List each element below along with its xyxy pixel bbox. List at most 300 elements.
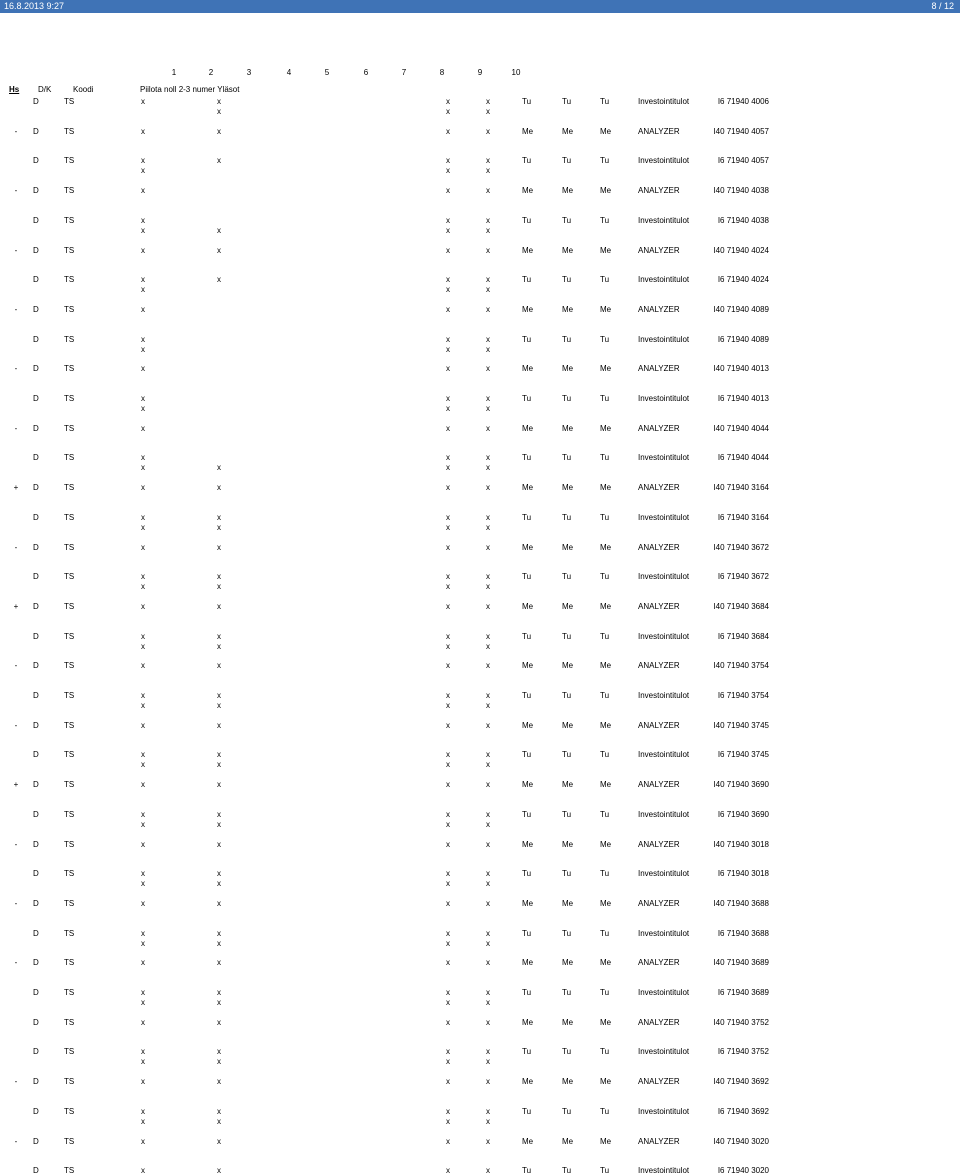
row-mark: x [141, 701, 145, 710]
row-dk: D [33, 898, 39, 908]
row-dk: D [33, 1106, 39, 1116]
row-type: Tu [600, 809, 610, 819]
row-dk: D [33, 1017, 39, 1027]
row-type: Tu [600, 1106, 610, 1116]
row-sign: + [13, 780, 19, 790]
row-mark: x [446, 780, 450, 790]
row-type: Tu [522, 631, 532, 641]
row-type: Tu [600, 691, 610, 700]
row-mark: x [141, 809, 145, 819]
row-type: Tu [522, 453, 532, 463]
row-type: Tu [522, 215, 532, 225]
row-mark: x [141, 1106, 145, 1116]
row-sign: + [13, 483, 19, 493]
row-description: ANALYZER [638, 1136, 680, 1146]
row-mark: x [446, 760, 450, 770]
row-dk: D [33, 275, 39, 285]
row-description: Investointitulot [638, 750, 690, 760]
row-account: I6 71940 4057 [717, 156, 769, 166]
row-type: Tu [562, 334, 572, 344]
row-mark: x [486, 839, 490, 849]
row-type: Tu [600, 334, 610, 344]
row-mark: x [217, 869, 221, 879]
row-mark: x [141, 839, 145, 849]
row-description: ANALYZER [638, 661, 680, 671]
row-account: I40 71940 3752 [713, 1017, 769, 1027]
row-mark: x [446, 938, 450, 948]
row-mark: x [486, 166, 490, 176]
print-timestamp: 16.8.2013 9:27 [4, 1, 65, 11]
row-type: Me [600, 1136, 612, 1146]
row-type: Tu [562, 453, 572, 463]
row-type: Tu [522, 691, 532, 700]
row-mark: x [141, 819, 145, 829]
row-type: Tu [522, 156, 532, 166]
row-mark: x [486, 938, 490, 948]
row-mark: x [141, 404, 145, 413]
row-dk: D [33, 542, 39, 552]
row-mark: x [446, 225, 450, 235]
row-description: ANALYZER [638, 304, 680, 314]
row-description: ANALYZER [638, 364, 680, 374]
row-mark: x [217, 225, 221, 235]
row-mark: x [486, 641, 490, 651]
row-type: Me [522, 839, 534, 849]
row-type: Me [562, 1017, 574, 1027]
row-dk: D [33, 958, 39, 968]
row-code: TS [64, 1017, 75, 1027]
row-code: TS [64, 928, 75, 938]
row-mark: x [141, 542, 145, 552]
row-dk: D [33, 156, 39, 166]
column-number: 5 [324, 68, 330, 77]
row-type: Me [522, 661, 534, 671]
row-type: Tu [522, 869, 532, 879]
row-mark: x [446, 215, 450, 225]
row-description: Investointitulot [638, 1166, 690, 1176]
row-mark: x [446, 898, 450, 908]
row-code: TS [64, 97, 75, 106]
row-mark: x [141, 988, 145, 997]
row-dk: D [33, 661, 39, 671]
row-type: Tu [562, 869, 572, 879]
row-mark: x [141, 898, 145, 908]
row-sign: - [14, 958, 18, 968]
row-mark: x [217, 483, 221, 493]
row-mark: x [217, 661, 221, 671]
row-mark: x [446, 998, 450, 1007]
row-code: TS [64, 958, 75, 968]
row-mark: x [141, 453, 145, 463]
row-dk: D [33, 453, 39, 463]
column-number: 6 [363, 68, 369, 77]
row-sign: - [14, 898, 18, 908]
row-description: ANALYZER [638, 1077, 680, 1087]
row-type: Tu [600, 512, 610, 522]
row-mark: x [141, 225, 145, 235]
row-sign: - [14, 304, 18, 314]
row-type: Tu [562, 809, 572, 819]
row-type: Tu [600, 1166, 610, 1176]
row-mark: x [446, 879, 450, 889]
row-mark: x [141, 691, 145, 700]
row-mark: x [141, 522, 145, 532]
row-account: I6 71940 3018 [717, 869, 769, 879]
row-mark: x [486, 898, 490, 908]
row-mark: x [217, 245, 221, 255]
row-mark: x [446, 661, 450, 671]
row-mark: x [446, 582, 450, 592]
row-mark: x [486, 453, 490, 463]
row-mark: x [141, 285, 145, 295]
row-mark: x [217, 1017, 221, 1027]
row-mark: x [446, 1116, 450, 1126]
row-mark: x [486, 97, 490, 106]
row-type: Me [562, 1136, 574, 1146]
row-type: Me [600, 898, 612, 908]
row-mark: x [486, 1116, 490, 1126]
row-code: TS [64, 809, 75, 819]
row-type: Me [600, 601, 612, 611]
row-mark: x [446, 641, 450, 651]
row-mark: x [141, 582, 145, 592]
row-type: Me [562, 126, 574, 136]
row-mark: x [486, 879, 490, 889]
row-mark: x [217, 839, 221, 849]
row-description: ANALYZER [638, 720, 680, 730]
row-type: Me [522, 1077, 534, 1087]
row-dk: D [33, 780, 39, 790]
row-description: ANALYZER [638, 898, 680, 908]
row-code: TS [64, 601, 75, 611]
row-mark: x [446, 1057, 450, 1067]
row-mark: x [141, 760, 145, 770]
row-mark: x [217, 819, 221, 829]
row-mark: x [446, 1017, 450, 1027]
row-account: I40 71940 3690 [713, 780, 769, 790]
row-mark: x [141, 780, 145, 790]
row-dk: D [33, 1166, 39, 1176]
row-type: Tu [562, 215, 572, 225]
row-mark: x [141, 879, 145, 889]
row-dk: D [33, 601, 39, 611]
row-mark: x [217, 691, 221, 700]
row-code: TS [64, 215, 75, 225]
row-type: Tu [600, 156, 610, 166]
row-account: I6 71940 3672 [717, 572, 769, 582]
row-mark: x [446, 839, 450, 849]
row-mark: x [446, 572, 450, 582]
row-type: Tu [522, 809, 532, 819]
row-mark: x [446, 631, 450, 641]
row-mark: x [446, 423, 450, 433]
row-mark: x [486, 928, 490, 938]
row-mark: x [486, 245, 490, 255]
row-description: Investointitulot [638, 97, 690, 106]
row-mark: x [217, 522, 221, 532]
row-type: Tu [600, 988, 610, 997]
row-type: Me [522, 958, 534, 968]
row-type: Me [522, 542, 534, 552]
row-dk: D [33, 988, 39, 997]
row-description: Investointitulot [638, 1106, 690, 1116]
row-account: I6 71940 3020 [717, 1166, 769, 1176]
row-account: I6 71940 4089 [717, 334, 769, 344]
row-dk: D [33, 245, 39, 255]
row-mark: x [486, 275, 490, 285]
row-type: Me [600, 364, 612, 374]
row-mark: x [486, 819, 490, 829]
row-mark: x [446, 869, 450, 879]
row-type: Tu [600, 97, 610, 106]
row-type: Me [600, 245, 612, 255]
row-code: TS [64, 156, 75, 166]
row-type: Tu [562, 156, 572, 166]
row-code: TS [64, 394, 75, 403]
row-description: Investointitulot [638, 809, 690, 819]
row-code: TS [64, 898, 75, 908]
row-dk: D [33, 126, 39, 136]
row-mark: x [217, 720, 221, 730]
row-description: ANALYZER [638, 542, 680, 552]
row-mark: x [141, 1166, 145, 1176]
column-number: 8 [439, 68, 445, 77]
row-description: ANALYZER [638, 423, 680, 433]
row-mark: x [446, 156, 450, 166]
row-dk: D [33, 512, 39, 522]
row-mark: x [217, 1136, 221, 1146]
row-description: Investointitulot [638, 334, 690, 344]
row-type: Me [600, 186, 612, 196]
row-mark: x [141, 720, 145, 730]
row-mark: x [486, 691, 490, 700]
row-type: Tu [522, 1047, 532, 1057]
row-description: ANALYZER [638, 245, 680, 255]
row-mark: x [141, 1017, 145, 1027]
row-code: TS [64, 572, 75, 582]
row-type: Tu [600, 453, 610, 463]
row-mark: x [486, 364, 490, 374]
row-sign: - [14, 423, 18, 433]
row-mark: x [486, 1017, 490, 1027]
row-mark: x [141, 869, 145, 879]
row-mark: x [486, 1106, 490, 1116]
row-mark: x [217, 988, 221, 997]
row-dk: D [33, 215, 39, 225]
row-mark: x [141, 998, 145, 1007]
row-type: Tu [522, 750, 532, 760]
row-mark: x [486, 958, 490, 968]
row-mark: x [446, 988, 450, 997]
row-type: Tu [522, 97, 532, 106]
row-sign: - [14, 364, 18, 374]
row-account: I6 71940 4038 [717, 215, 769, 225]
row-mark: x [217, 809, 221, 819]
row-mark: x [141, 512, 145, 522]
row-mark: x [217, 1077, 221, 1087]
row-type: Me [562, 780, 574, 790]
row-mark: x [446, 453, 450, 463]
row-mark: x [141, 364, 145, 374]
row-code: TS [64, 720, 75, 730]
column-number: 1 [171, 68, 177, 77]
row-mark: x [446, 285, 450, 295]
row-mark: x [446, 186, 450, 196]
row-sign: - [14, 126, 18, 136]
row-mark: x [446, 275, 450, 285]
row-account: I6 71940 3752 [717, 1047, 769, 1057]
row-mark: x [446, 304, 450, 314]
row-mark: x [486, 760, 490, 770]
row-mark: x [217, 542, 221, 552]
row-mark: x [217, 1057, 221, 1067]
row-account: I6 71940 4013 [717, 394, 769, 403]
row-dk: D [33, 809, 39, 819]
row-type: Tu [562, 1047, 572, 1057]
row-mark: x [446, 701, 450, 710]
row-description: Investointitulot [638, 572, 690, 582]
row-mark: x [217, 1106, 221, 1116]
row-mark: x [446, 512, 450, 522]
row-type: Me [522, 601, 534, 611]
row-dk: D [33, 720, 39, 730]
koodi-header: Koodi [73, 85, 94, 94]
row-mark: x [446, 1077, 450, 1087]
row-sign: + [13, 601, 19, 611]
row-mark: x [217, 928, 221, 938]
row-type: Me [600, 780, 612, 790]
row-mark: x [217, 750, 221, 760]
row-code: TS [64, 988, 75, 997]
row-mark: x [446, 404, 450, 413]
row-mark: x [486, 661, 490, 671]
row-type: Tu [562, 1106, 572, 1116]
row-mark: x [141, 423, 145, 433]
row-mark: x [217, 641, 221, 651]
row-account: I6 71940 3692 [717, 1106, 769, 1116]
row-type: Tu [600, 631, 610, 641]
row-account: I40 71940 4089 [713, 304, 769, 314]
row-mark: x [217, 879, 221, 889]
row-description: Investointitulot [638, 275, 690, 285]
row-mark: x [141, 245, 145, 255]
row-mark: x [141, 275, 145, 285]
row-mark: x [446, 1136, 450, 1146]
row-mark: x [446, 245, 450, 255]
row-description: Investointitulot [638, 512, 690, 522]
row-code: TS [64, 423, 75, 433]
row-sign: - [14, 245, 18, 255]
row-type: Me [522, 126, 534, 136]
row-mark: x [141, 1047, 145, 1057]
row-mark: x [217, 156, 221, 166]
row-mark: x [486, 988, 490, 997]
row-sign: - [14, 542, 18, 552]
row-account: I40 71940 3745 [713, 720, 769, 730]
row-code: TS [64, 364, 75, 374]
row-account: I40 71940 4057 [713, 126, 769, 136]
row-mark: x [486, 809, 490, 819]
row-mark: x [141, 334, 145, 344]
row-sign: - [14, 186, 18, 196]
row-mark: x [141, 1116, 145, 1126]
row-type: Tu [600, 215, 610, 225]
row-type: Me [600, 1017, 612, 1027]
row-mark: x [486, 423, 490, 433]
row-type: Me [600, 126, 612, 136]
row-dk: D [33, 1047, 39, 1057]
row-type: Me [522, 423, 534, 433]
row-dk: D [33, 483, 39, 493]
row-mark: x [446, 107, 450, 116]
row-type: Tu [600, 869, 610, 879]
row-account: I40 71940 3020 [713, 1136, 769, 1146]
row-dk: D [33, 839, 39, 849]
row-type: Me [562, 186, 574, 196]
row-mark: x [217, 1116, 221, 1126]
row-type: Me [522, 364, 534, 374]
row-mark: x [446, 601, 450, 611]
row-account: I40 71940 4038 [713, 186, 769, 196]
row-mark: x [141, 304, 145, 314]
row-dk: D [33, 1077, 39, 1087]
row-mark: x [446, 691, 450, 700]
row-code: TS [64, 750, 75, 760]
row-mark: x [486, 869, 490, 879]
row-mark: x [446, 1166, 450, 1176]
row-account: I6 71940 3164 [717, 512, 769, 522]
row-code: TS [64, 453, 75, 463]
row-type: Tu [562, 512, 572, 522]
row-type: Me [600, 542, 612, 552]
row-dk: D [33, 423, 39, 433]
row-mark: x [446, 819, 450, 829]
row-mark: x [446, 344, 450, 354]
row-mark: x [446, 166, 450, 176]
row-type: Me [562, 661, 574, 671]
row-mark: x [486, 1077, 490, 1087]
row-mark: x [486, 344, 490, 354]
row-type: Me [522, 245, 534, 255]
row-mark: x [217, 126, 221, 136]
row-dk: D [33, 750, 39, 760]
row-account: I6 71940 4024 [717, 275, 769, 285]
row-type: Tu [522, 275, 532, 285]
row-mark: x [486, 582, 490, 592]
row-account: I6 71940 3690 [717, 809, 769, 819]
row-code: TS [64, 631, 75, 641]
row-mark: x [446, 483, 450, 493]
row-sign: - [14, 661, 18, 671]
row-mark: x [217, 938, 221, 948]
row-mark: x [486, 483, 490, 493]
row-mark: x [217, 97, 221, 106]
row-mark: x [486, 750, 490, 760]
row-description: Investointitulot [638, 156, 690, 166]
row-dk: D [33, 631, 39, 641]
row-code: TS [64, 1106, 75, 1116]
row-description: Investointitulot [638, 691, 690, 700]
row-mark: x [217, 701, 221, 710]
row-mark: x [486, 780, 490, 790]
row-sign: - [14, 839, 18, 849]
row-mark: x [217, 572, 221, 582]
row-mark: x [141, 186, 145, 196]
row-mark: x [486, 512, 490, 522]
row-mark: x [486, 1047, 490, 1057]
row-mark: x [486, 1057, 490, 1067]
row-mark: x [141, 156, 145, 166]
